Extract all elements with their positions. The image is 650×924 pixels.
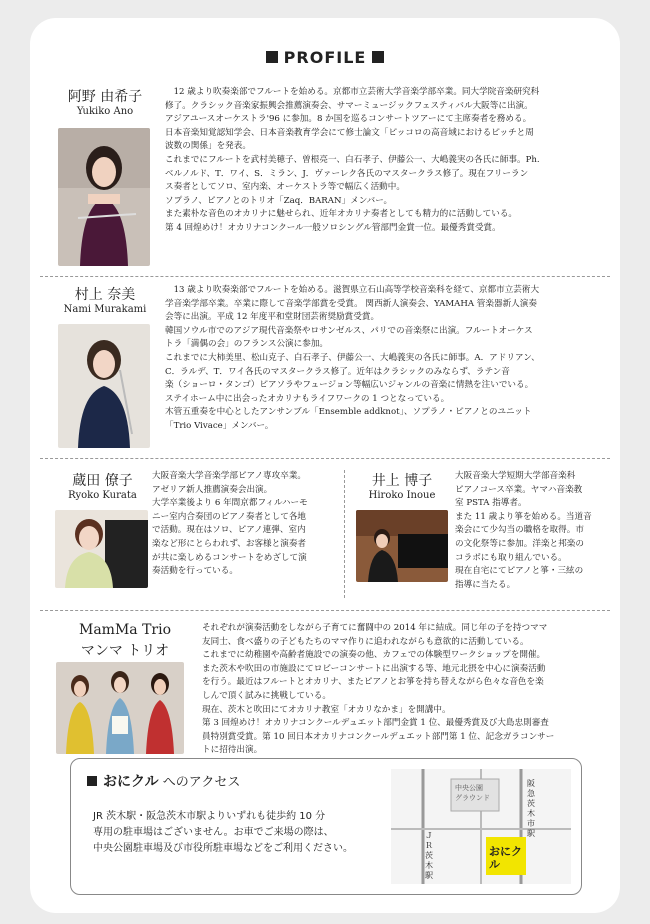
profile-bio-kurata: 大阪音楽大学音楽学部ピアノ専攻卒業。 アゼリア新人推薦演奏会出演。 大学卒業後より 6 年間京都フィルハーモ ニー室内合奏団のピアノ奏者として各地 で活動。現在はソロ、ピアノ連弾、室内 楽など形にとらわれず、お客様と演奏者 が共に楽しめるコンサートをめざして演 奏活動を行っている。 — [152, 471, 308, 577]
profile-page — [30, 18, 620, 913]
profile-bio-ano: 12 歳より吹奏楽部でフルートを始める。京都市立芸術大学音楽学部卒業。同大学院音楽研究科 修了。クラシック音楽家振興会推薦演奏会、サマーミュージックフェスティバル大阪等に出演。 アジアユースオーケストラ'96 に参加。8 か国を巡るコンサートツアーにて主席奏者を務める。 日本音楽知覚認知学会、日本音楽教育学会にて修士論文「ピッコロの高音域におけるピッチと周 波数の関係」を発表。 これまでにフルートを武村美穂子、曽根亮一、白石孝子、伊藤公一、大嶋義実の各氏に師事。Ph. ベルノルド、T．ワイ、S．ミラン、J．ヴァーレク各氏のマスタークラス修了。現在フリーラン ス奏者としてソロ、室内楽、オーケストラ等で幅広く活動中。 ソプラノ、ピアノとのトリオ「Zaq．BARAN」メンバー。 また素朴な音色のオカリナに魅せられ、近年オカリナ奏者としても精力的に活動している。 第 4 回煌めけ！オカリナコンクール一般ソロシングル管部門金賞一位。最優秀賞受賞。 — [165, 87, 540, 233]
access-title: おにクル へのアクセス — [87, 771, 240, 791]
profile-name-jp: 蔵田 僚子 — [72, 473, 133, 489]
map-label-park: 中央公園 — [455, 784, 483, 792]
profile-photo-kurata — [55, 510, 148, 588]
profile-bio-inoue: 大阪音楽大学短期大学部音楽科 ピアノコース卒業。ヤマハ音楽教 室 PSTA 指導者。 また 11 歳より箏を始める。当道音 楽会にて少勾当の職格を取得。市 の文化祭等に参加。洋楽と邦楽の コラボにも取り組んでいる。 現在自宅にてピアノと箏・三絃の 指導に当たる。 — [455, 471, 592, 590]
page-title: PROFILE — [30, 48, 620, 67]
access-box — [70, 758, 582, 895]
map-label-venue: おにクル — [489, 845, 522, 871]
profile-name-jp: 阿野 由希子 — [67, 89, 143, 105]
profile-name-en: Ryoko Kurata — [68, 490, 137, 501]
map-label-ground: グラウンド — [455, 794, 490, 802]
profile-photo-inoue — [356, 510, 448, 582]
section-divider — [40, 610, 610, 611]
map-label-jr-station: ＪＲ茨木駅 — [425, 831, 433, 880]
square-bullet-icon — [372, 51, 384, 63]
profile-photo-ano — [58, 128, 150, 266]
profile-name-kana: マンマ トリオ — [80, 643, 170, 659]
profile-photo-mamma — [56, 662, 184, 754]
profile-name-en: Hiroko Inoue — [368, 490, 436, 501]
profile-name-en: Yukiko Ano — [76, 106, 134, 117]
square-bullet-icon — [87, 776, 97, 786]
profile-name-en: Nami Murakami — [63, 304, 147, 315]
section-divider — [40, 458, 610, 459]
profile-bio-murakami: 13 歳より吹奏楽部でフルートを始める。滋賀県立石山高等学校音楽科を経て、京都市立芸術大 学音楽学部卒業。卒業に際して音楽学部賞を受賞。 関西新人演奏会、YAMAHA 管楽器新人演奏 会等に出演。平成 12 年度平和堂財団芸術奨励賞受賞。 韓国ソウル市でのアジア現代音楽祭やロサンゼルス、パリでの音楽祭に出演。フルートオーケス トラ「満偶の会」のフランス公演に参加。 これまでに大柿美里、松山克子、白石孝子、伊藤公一、大嶋義実の各氏に師事。A．アドリアン、 C．ラルデ、T．ワイ各氏のマスタークラス修了。近年はクラシックのみならず、ラテン音 楽（ショーロ・タンゴ）ピアソラやフュージョン等幅広いジャンルの音楽に情熱を注いでいる。 ステイホーム中に出会ったオカリナもライフワークの 1 つとなっている。 木管五重奏を中心としたアンサンブル「Ensemble addknot」、ソプラノ・ピアノとのユニット 「Trio Vivace」メンバー。 — [165, 285, 540, 431]
access-map — [391, 769, 571, 884]
map-label-hankyu-station: 阪急茨木市駅 — [527, 779, 535, 838]
section-divider — [40, 276, 610, 277]
profile-name-jp: MamMa Trio — [78, 622, 172, 638]
profile-name-jp: 村上 奈美 — [74, 287, 136, 303]
column-divider — [344, 470, 345, 598]
square-bullet-icon — [266, 51, 278, 63]
profile-name-jp: 井上 博子 — [371, 473, 433, 489]
access-text: JR 茨木駅・阪急茨木市駅よりいずれも徒歩約 10 分 専用の駐車場はございません。お車でご来場の際は、 中央公園駐車場及び市役所駐車場などをご利用ください。 — [93, 811, 353, 854]
profile-photo-murakami — [58, 324, 150, 448]
profile-bio-mamma: それぞれが演奏活動をしながら子育てに奮闘中の 2014 年に結成。同じ年の子を持つママ 友同士、食べ盛りの子どもたちのママ作りに追われながらも意欲的に活動している。 これまでに幼稚園や高齢者施設での演奏の他、カフェでの体験型ワークショップを開催。 また茨木や吹田の市施設にてロビーコンサートに出演する等、地元北摂を中心に演奏活動 を行う。最近はフルートとオカリナ、またピアノとお箏を持ち替えながら色々な音色を楽 しんで頂く試みに挑戦している。 現在、茨木と吹田にてオカリナ教室「オカリなかま」を開講中。 第 3 回煌めけ！オカリナコンクールデュエット部門金賞 1 位、最優秀賞及び大島忠則審査 員特別賞受賞。第 10 回日本オカリナコンクールデュエット部門第 1 位、記念ガラコンサー トに招待出演。 — [202, 623, 555, 756]
